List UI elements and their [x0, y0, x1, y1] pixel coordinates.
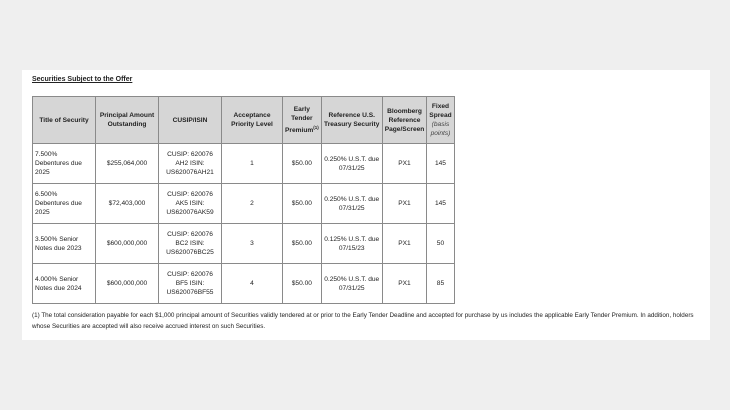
cell-treasury: 0.250% U.S.T. due 07/31/25	[321, 184, 382, 224]
table-row	[33, 264, 455, 304]
col-header-spread-label: Fixed Spread	[429, 103, 452, 119]
cell-spread: 145	[427, 144, 454, 184]
cell-cusip: CUSIP: 620076 AK5 ISIN: US620076AK59	[159, 184, 222, 224]
table-row	[33, 144, 455, 184]
col-header-treasury: Reference U.S. Treasury Security	[321, 97, 382, 144]
section-heading: Securities Subject to the Offer	[32, 76, 133, 83]
cell-priority: 2	[222, 184, 283, 224]
table-row	[33, 184, 455, 224]
col-header-spread-note: (basis points)	[430, 121, 451, 137]
footnote-text: (1) The total consideration payable for each $1,000 principal amount of Securities validly tendered at or prior to the Early Tender Deadline and accepted for purchase by us includes the applicable Early Tender Premium. In addition, holders whose Securities are accepted will also receive accrued interest on such Securities.	[32, 312, 694, 330]
col-header-spread	[427, 97, 454, 144]
cell-cusip: CUSIP: 620076 AH2 ISIN: US620076AH21	[159, 144, 222, 184]
securities-table	[32, 96, 455, 304]
cell-cusip: CUSIP: 620076 BC2 ISIN: US620076BC25	[159, 224, 222, 264]
cell-treasury: 0.250% U.S.T. due 07/31/25	[321, 264, 382, 304]
document-panel	[22, 70, 710, 340]
cell-premium: $50.00	[283, 184, 322, 224]
cell-principal: $600,000,000	[96, 224, 159, 264]
cell-priority: 4	[222, 264, 283, 304]
cell-principal: $72,403,000	[96, 184, 159, 224]
cell-bloomberg: PX1	[382, 144, 427, 184]
col-header-priority: Acceptance Priority Level	[222, 97, 283, 144]
cell-spread: 50	[427, 224, 454, 264]
table-row	[33, 224, 455, 264]
col-header-premium	[283, 97, 322, 144]
col-header-cusip: CUSIP/ISIN	[159, 97, 222, 144]
col-header-premium-label: Early Tender Premium	[285, 105, 314, 135]
cell-spread: 145	[427, 184, 454, 224]
cell-treasury: 0.250% U.S.T. due 07/31/25	[321, 144, 382, 184]
cell-priority: 1	[222, 144, 283, 184]
cell-treasury: 0.125% U.S.T. due 07/15/23	[321, 224, 382, 264]
cell-principal: $255,064,000	[96, 144, 159, 184]
cell-title: 4.000% Senior Notes due 2024	[33, 264, 96, 304]
col-header-bloomberg: Bloomberg Reference Page/Screen	[382, 97, 427, 144]
cell-cusip: CUSIP: 620076 BF5 ISIN: US620076BF55	[159, 264, 222, 304]
footnote-marker: (1)	[313, 124, 319, 130]
cell-principal: $600,000,000	[96, 264, 159, 304]
cell-bloomberg: PX1	[382, 184, 427, 224]
table-header-row	[33, 97, 455, 144]
cell-bloomberg: PX1	[382, 264, 427, 304]
cell-premium: $50.00	[283, 264, 322, 304]
cell-title: 3.500% Senior Notes due 2023	[33, 224, 96, 264]
cell-priority: 3	[222, 224, 283, 264]
cell-bloomberg: PX1	[382, 224, 427, 264]
cell-premium: $50.00	[283, 144, 322, 184]
cell-title: 7.500% Debentures due 2025	[33, 144, 96, 184]
col-header-principal: Principal Amount Outstanding	[96, 97, 159, 144]
cell-spread: 85	[427, 264, 454, 304]
cell-premium: $50.00	[283, 224, 322, 264]
col-header-title: Title of Security	[33, 97, 96, 144]
cell-title: 6.500% Debentures due 2025	[33, 184, 96, 224]
